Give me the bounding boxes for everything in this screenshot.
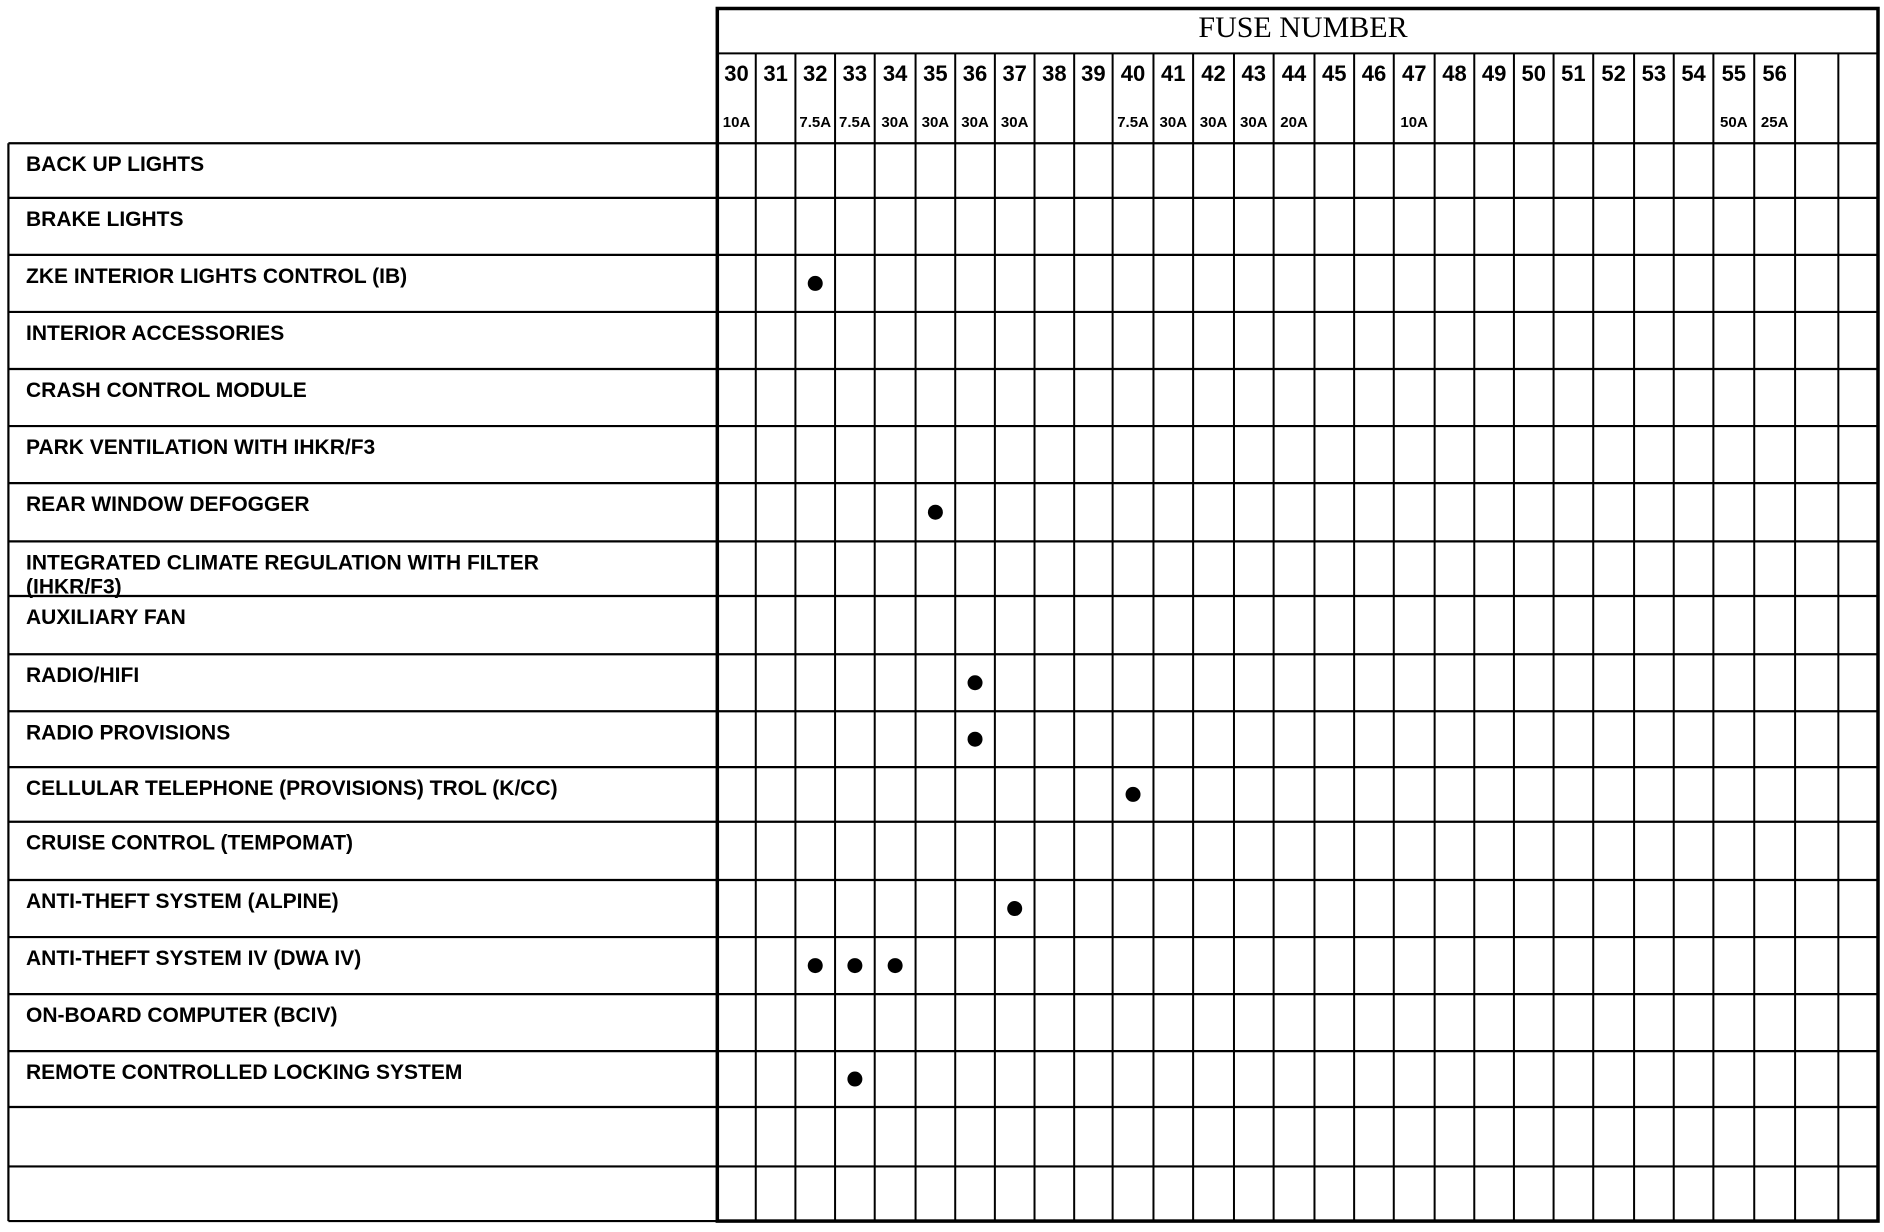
- fuse-amperage: 20A: [1280, 114, 1308, 131]
- chart-title: FUSE NUMBER: [1198, 11, 1408, 44]
- fuse-number: 53: [1641, 61, 1667, 86]
- fuse-amperage: 50A: [1720, 114, 1748, 131]
- fuse-amperage: 7.5A: [799, 114, 832, 131]
- fuse-number: 40: [1120, 61, 1146, 86]
- circuit-name: CRUISE CONTROL (TEMPOMAT): [26, 831, 354, 855]
- fuse-usage-markers: [808, 276, 1141, 1087]
- fuse-number: 42: [1201, 61, 1226, 86]
- fuse-number: 49: [1481, 61, 1507, 86]
- circuit-row-label: [26, 606, 186, 629]
- fuse-usage-dot: [847, 958, 862, 973]
- circuit-name: ON-BOARD COMPUTER (BCIV): [26, 1004, 338, 1028]
- fuse-area-border: [717, 8, 1878, 1221]
- fuse-amperage: 30A: [961, 114, 989, 131]
- fuse-amperage: 30A: [1000, 114, 1029, 131]
- fuse-number: 43: [1241, 61, 1267, 86]
- fuse-number: 46: [1361, 61, 1387, 86]
- fuse-amperage: 10A: [1400, 114, 1428, 131]
- circuit-name: ANTI-THEFT SYSTEM IV (DWA IV): [26, 947, 362, 971]
- circuit-name: RADIO PROVISIONS: [26, 721, 231, 745]
- circuit-name: INTERIOR ACCESSORIES: [26, 321, 285, 345]
- fuse-number: 54: [1681, 61, 1706, 86]
- circuit-row-label: [26, 551, 539, 598]
- circuit-row-label: [26, 832, 353, 855]
- fuse-number: 37: [1002, 61, 1027, 86]
- circuit-name: REMOTE CONTROLLED LOCKING SYSTEM: [26, 1061, 463, 1085]
- circuit-name: INTEGRATED CLIMATE REGULATION WITH FILTER: [26, 551, 539, 575]
- fuse-usage-dot: [808, 276, 823, 291]
- chart-grid: [8, 8, 1878, 1221]
- circuit-row-label: [26, 265, 407, 288]
- fuse-number: 45: [1322, 61, 1347, 86]
- fuse-number: 47: [1401, 61, 1427, 86]
- circuit-name: ANTI-THEFT SYSTEM (ALPINE): [26, 890, 339, 913]
- circuit-row-label: [26, 436, 375, 459]
- fuse-usage-dot: [968, 675, 983, 690]
- circuit-name: PARK VENTILATION WITH IHKR/F3: [26, 436, 376, 460]
- circuit-name: BACK UP LIGHTS: [26, 153, 205, 177]
- fuse-usage-dot: [1007, 901, 1022, 916]
- fuse-number: 35: [923, 61, 948, 86]
- fuse-usage-dot: [928, 505, 943, 520]
- fuse-number: 50: [1521, 61, 1546, 86]
- circuit-row-label: [26, 890, 339, 913]
- fuse-number: 56: [1762, 61, 1787, 86]
- fuse-number: 33: [842, 61, 868, 86]
- fuse-amperage: 7.5A: [839, 114, 871, 131]
- circuit-row-label: [26, 322, 284, 345]
- circuit-row-label: [26, 1061, 462, 1084]
- circuit-name: AUXILIARY FAN: [26, 605, 186, 629]
- fuse-amperage: 30A: [1240, 114, 1268, 131]
- circuit-row-label: [26, 664, 139, 687]
- circuit-row-label: [26, 947, 361, 970]
- fuse-number: 51: [1561, 61, 1586, 86]
- fuse-number: 34: [882, 61, 908, 86]
- fuse-number: 41: [1161, 61, 1186, 86]
- fuse-amperage: 7.5A: [1117, 114, 1149, 131]
- fuse-number: 55: [1721, 61, 1747, 86]
- circuit-row-label: [26, 208, 184, 231]
- circuit-name: ZKE INTERIOR LIGHTS CONTROL (IB): [26, 264, 408, 288]
- circuit-row-label: [26, 153, 204, 176]
- fuse-amperage: 30A: [921, 114, 950, 131]
- circuit-name: REAR WINDOW DEFOGGER: [26, 493, 310, 517]
- fuse-amperage: 25A: [1760, 114, 1789, 131]
- fuse-amperage: 30A: [1159, 114, 1188, 131]
- circuit-label-column: [26, 153, 558, 1084]
- circuit-name: RADIO/HIFI: [26, 664, 140, 688]
- fuse-amperage: 30A: [1199, 114, 1228, 131]
- circuit-row-label: [26, 493, 310, 516]
- circuit-row-label: [26, 379, 307, 402]
- circuit-name: CRASH CONTROL MODULE: [26, 378, 307, 402]
- circuit-row-label: [26, 721, 230, 744]
- fuse-number: 38: [1042, 61, 1067, 86]
- fuse-usage-dot: [888, 958, 903, 973]
- fuse-header-row: [723, 61, 1789, 131]
- fuse-number: 44: [1281, 61, 1307, 86]
- fuse-usage-dot: [847, 1072, 862, 1087]
- circuit-row-label: [26, 777, 558, 800]
- fuse-number: 31: [763, 61, 788, 86]
- fuse-usage-dot: [1126, 787, 1141, 802]
- fuse-number: 32: [802, 61, 828, 86]
- fuse-usage-dot: [808, 958, 823, 973]
- fuse-number: 48: [1442, 61, 1467, 86]
- circuit-name: CELLULAR TELEPHONE (PROVISIONS) TROL (K/CC): [26, 777, 558, 801]
- fuse-number: 39: [1081, 61, 1106, 86]
- circuit-name: BRAKE LIGHTS: [26, 207, 184, 231]
- circuit-name: (IHKR/F3): [26, 575, 122, 599]
- fuse-amperage: 30A: [881, 114, 909, 131]
- fuse-usage-dot: [968, 732, 983, 747]
- circuit-row-label: [26, 1004, 337, 1027]
- fuse-number: 30: [724, 61, 749, 86]
- fuse-number: 36: [962, 61, 988, 86]
- fuse-number: 52: [1601, 61, 1626, 86]
- fuse-amperage: 10A: [722, 114, 751, 131]
